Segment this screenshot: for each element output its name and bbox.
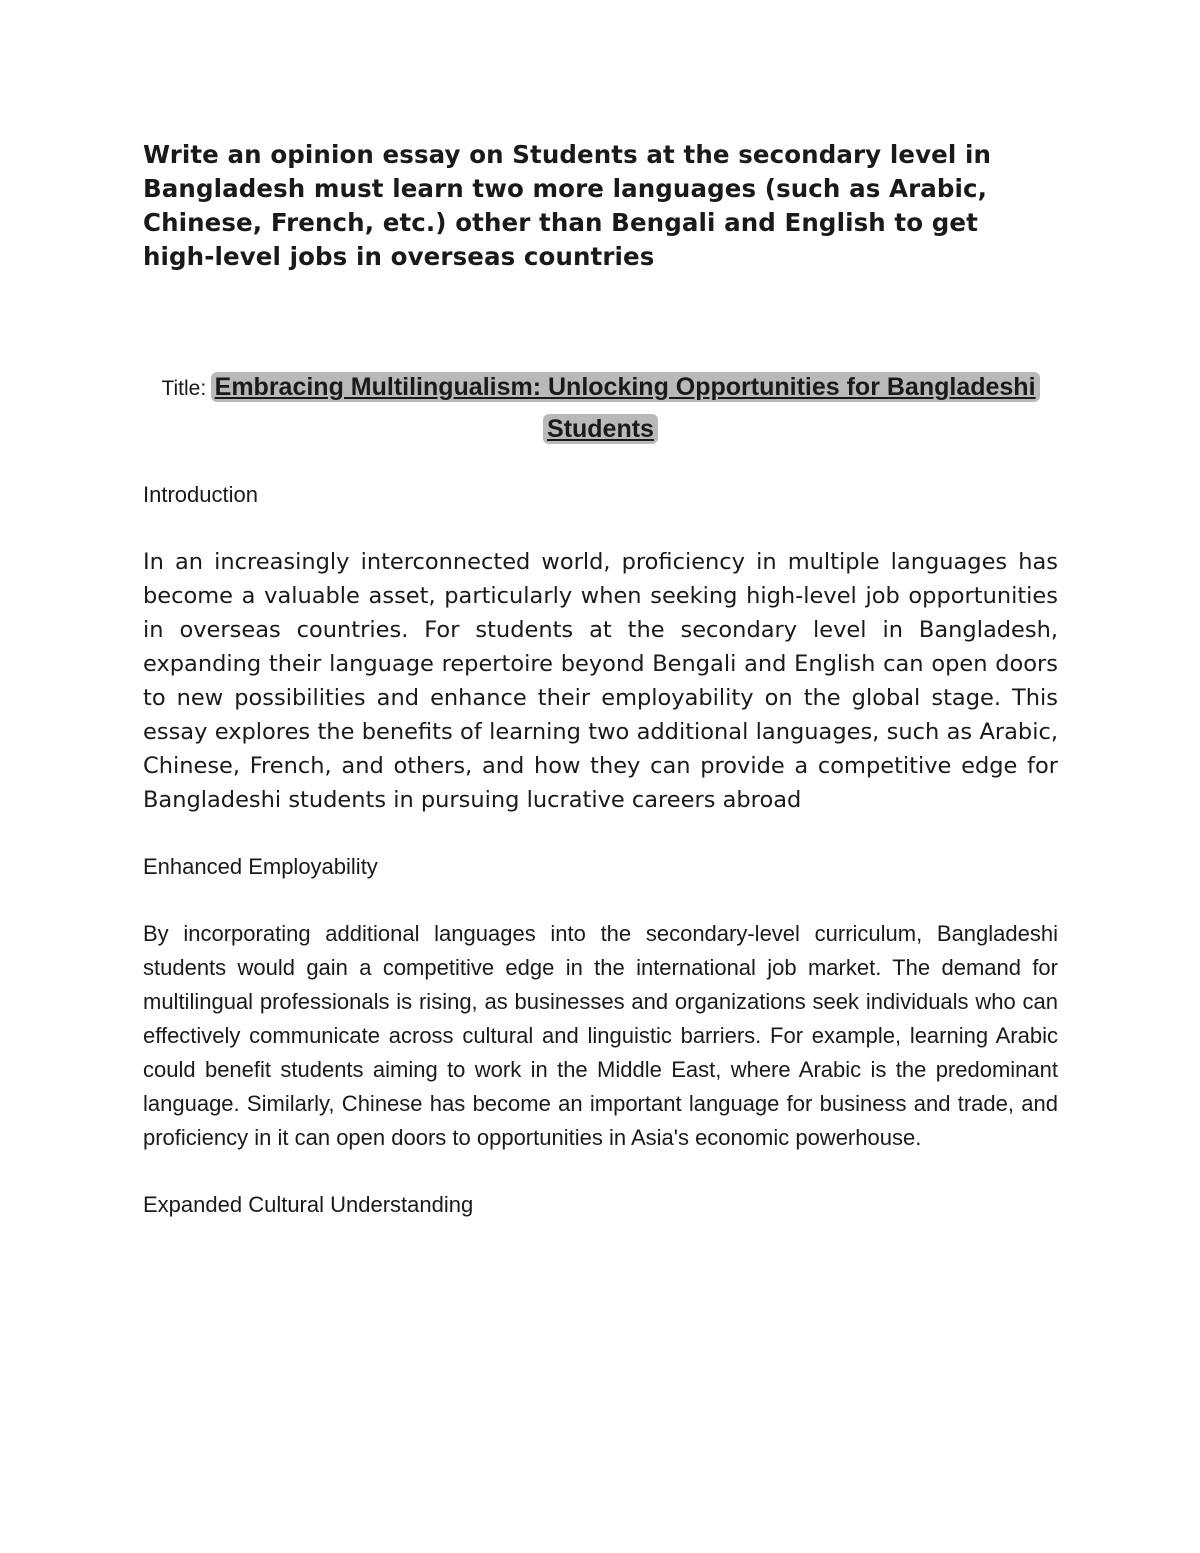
- essay-title: [143, 368, 1058, 452]
- heading-expanded-cultural-understanding: Expanded Cultural Understanding: [143, 1192, 474, 1217]
- document-page: [143, 138, 1058, 1222]
- heading-enhanced-employability: Enhanced Employability: [143, 854, 378, 879]
- paragraph-introduction: In an increasingly interconnected world, proficiency in multiple languages has become a valuable asset, particularly when seeking high-level job opportunities in overseas countries. For students at the secondary level in Bangladesh, expanding their language repertoire beyond Bengali and English can open doors to new possibilities and enhance their employability on the global stage. This essay explores the benefits of learning two additional languages, such as Arabic, Chinese, French, and others, and how they can provide a competitive edge for Bangladeshi students in pursuing lucrative careers abroad: [143, 549, 1058, 813]
- heading-introduction: Introduction: [143, 482, 258, 507]
- title-text: Embracing Multilingualism: Unlocking Opportunities for Bangladeshi Students: [211, 372, 1040, 444]
- paragraph-enhanced-employability: By incorporating additional languages into the secondary-level curriculum, Bangladeshi students would gain a competitive edge in the international job market. The demand for multilingual professionals is rising, as businesses and organizations seek individuals who can effectively communicate across cultural and linguistic barriers. For example, learning Arabic could benefit students aiming to work in the Middle East, where Arabic is the predominant language. Similarly, Chinese has become an important language for business and trade, and proficiency in it can open doors to opportunities in Asia's economic powerhouse.: [143, 921, 1058, 1150]
- title-label: Title:: [161, 377, 207, 400]
- essay-prompt: Write an opinion essay on Students at the secondary level in Bangladesh must learn two more languages (such as Arabic, Chinese, French, etc.) other than Bengali and English to get high-level jobs in overseas countries: [143, 140, 992, 271]
